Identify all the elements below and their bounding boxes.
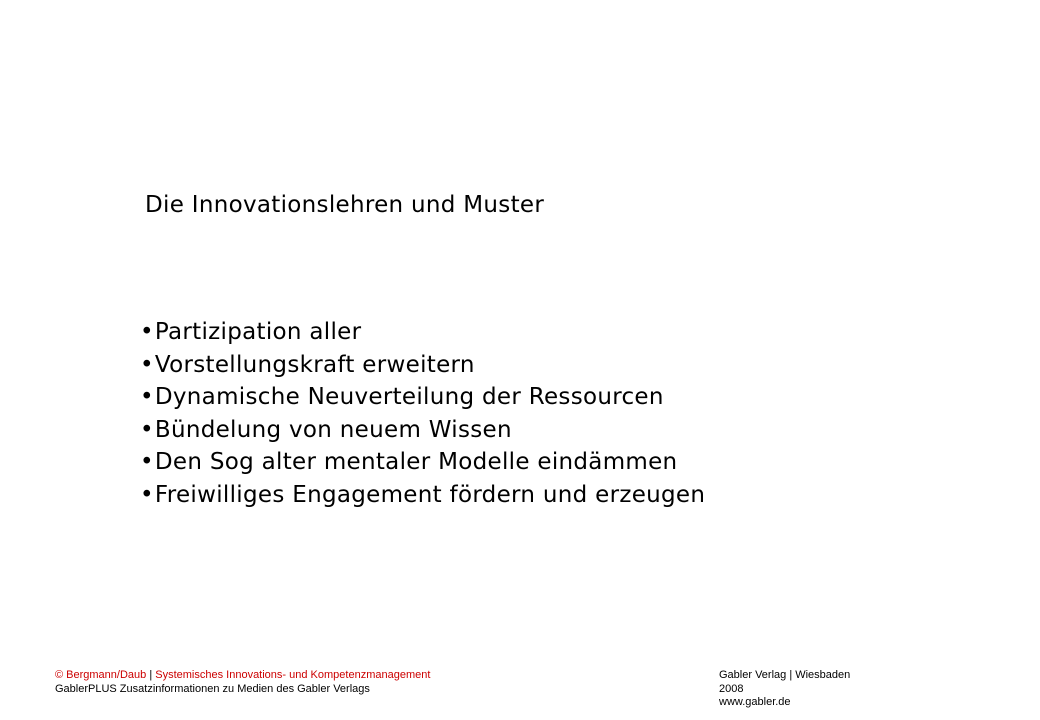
footer-authors: © Bergmann/Daub: [55, 669, 147, 681]
bullet-item: [140, 414, 705, 447]
bullet-text: Vorstellungskraft erweitern: [154, 351, 475, 378]
bullet-item: [140, 446, 705, 479]
bullet-text: Partizipation aller: [154, 319, 362, 345]
bullet-list: [140, 316, 705, 511]
footer-copyright: [55, 669, 445, 696]
bullet-item: [140, 349, 705, 382]
footer-year: 2008: [719, 682, 744, 695]
footer-website: www.gabler.de: [719, 696, 791, 708]
footer-publisher: Gabler Verlag | Wiesbaden: [719, 669, 851, 681]
footer-book-title: Systemisches Innovations- und Kompetenzmanagement: [155, 669, 431, 681]
bullet-text: Dynamische Neuverteilung der Ressourcen: [154, 384, 664, 410]
bullet-dot: •: [140, 449, 154, 475]
footer-publisher-block: [719, 669, 919, 710]
bullet-text: Den Sog alter mentaler Modelle eindämmen: [154, 449, 678, 475]
slide-title: Die Innovationslehren und Muster: [145, 192, 545, 218]
bullet-item: [140, 479, 705, 512]
bullet-text: Freiwilliges Engagement fördern und erzeugen: [154, 481, 706, 508]
bullet-dot: •: [140, 384, 154, 410]
footer-separator: |: [146, 669, 156, 681]
bullet-dot: •: [140, 416, 154, 443]
bullet-dot: •: [140, 319, 154, 345]
bullet-dot: •: [140, 481, 154, 508]
bullet-item: [140, 381, 705, 414]
bullet-text: Bündelung von neuem Wissen: [154, 416, 512, 443]
bullet-dot: •: [140, 351, 154, 378]
footer-series: GablerPLUS Zusatzinformationen zu Medien des Gabler Verlags: [55, 682, 370, 695]
bullet-item: [140, 316, 705, 349]
